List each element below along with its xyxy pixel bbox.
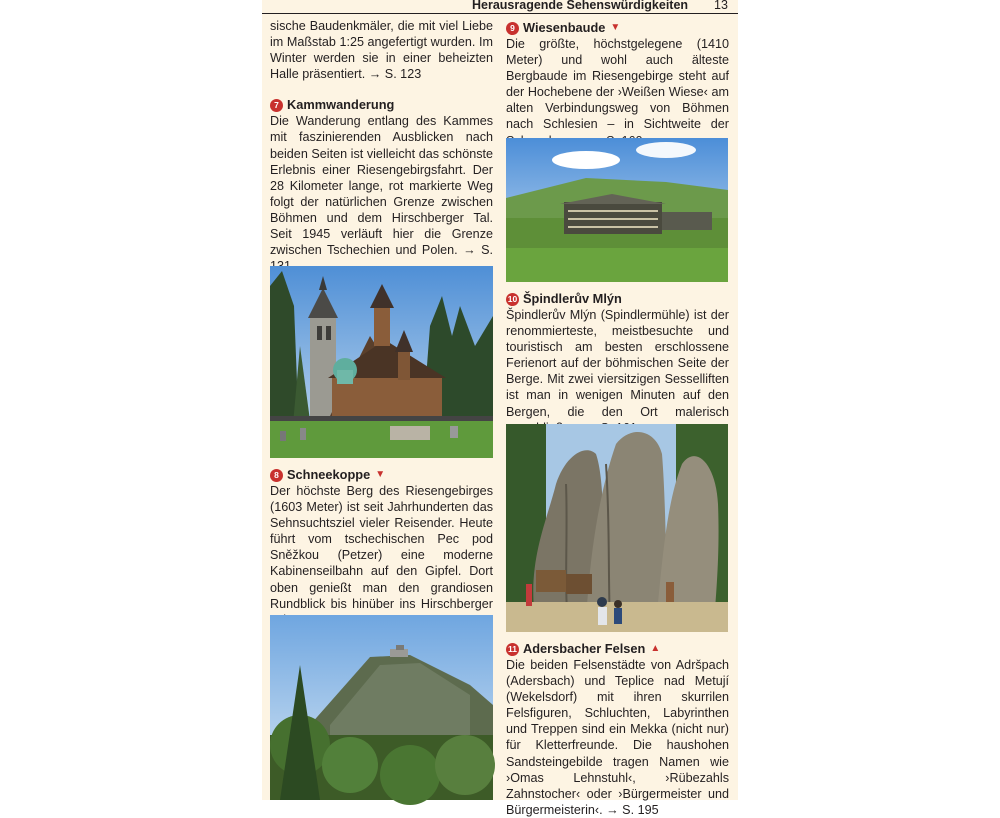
section-schneekoppe-heading bbox=[270, 467, 493, 483]
section-title: Adersbacher Felsen bbox=[523, 641, 646, 656]
section-adersbacher-felsen-body: Die beiden Felsenstädte von Adršpach (Adersbach) und Teplice nad Metují (Wekelsdorf) mit ihren skurrilen Felsfiguren, Schluchten, Labyrinthen und Treppen sind ein Mekka (nicht nur) für Kletterfreunde. Die haushohen Sandsteingebilde tragen Namen wie ›Omas Lehnstuhl‹, ›Rübezahls Zahnstocher‹ oder ›Bürgermeister und Bürgermeisterin‹. → S. 195 bbox=[506, 658, 729, 817]
photo-snow-mountain bbox=[270, 615, 493, 800]
section-title: Kammwanderung bbox=[287, 97, 395, 113]
section-spindleruv-mlyn-body: Špindlerův Mlýn (Spindlermühle) ist der renommierteste, meistbesuchte und touristisch am besten erschlossene Ferienort auf der böhmischen Seite der Berge. Mit zwei viersitzigen Sesselliften ist man in wenigen Minuten auf den Bergen, die den Ort malerisch bbox=[506, 308, 729, 419]
photo-sandstone-rocks bbox=[506, 424, 728, 632]
section-spindleruv-mlyn-heading bbox=[506, 291, 729, 307]
header-title: Herausragende Sehenswürdigkeiten bbox=[472, 0, 689, 12]
right-column bbox=[506, 18, 729, 149]
section-number-badge: 8 bbox=[270, 469, 283, 482]
section-title: Schneekoppe bbox=[287, 467, 371, 482]
triangle-down-icon: ▼ bbox=[610, 22, 621, 33]
section-title: Špindlerův Mlýn bbox=[523, 291, 622, 306]
photo-church-wang bbox=[270, 266, 493, 458]
section-kammwanderung-heading bbox=[270, 97, 493, 113]
right-column-middle bbox=[506, 291, 729, 436]
section-title: Wiesenbaude bbox=[523, 20, 606, 35]
right-column-lower bbox=[506, 641, 729, 818]
page-number: 13 bbox=[714, 0, 728, 12]
header-rule bbox=[262, 13, 738, 14]
section-number-badge: 11 bbox=[508, 644, 517, 654]
section-number-badge: 7 bbox=[270, 99, 283, 112]
section-wiesenbaude-body: Die größte, höchstgelegene (1410 Meter) und wohl auch älteste Bergbaude im Riesengebirge steht auf der Hochebene der ›Weißen Wiese‹ am alten Verbindungsweg von Böhmen nach Schlesien – in Sichtweite der bbox=[506, 37, 729, 132]
photo-mountain-hut bbox=[506, 138, 728, 282]
section-adersbacher-felsen-heading bbox=[506, 641, 729, 657]
left-column bbox=[270, 18, 493, 274]
section-wiesenbaude-heading bbox=[506, 20, 729, 36]
section-number-badge: 10 bbox=[507, 294, 518, 304]
section-kammwanderung-body: Die Wanderung entlang des Kammes mit faszinierenden Ausblicken nach beiden Seiten ist vielleicht das schönste Erlebnis einer Riesengebirgsfahrt. Der 28 Kilometer lange, rot markierte Weg folgt der natürlichen Grenze zwischen Böhmen und dem Hirschberger Tal. Seit 1945 verläuft hier die Grenze zwischen Tschechien und Polen. → S. bbox=[270, 114, 493, 258]
running-header bbox=[262, 0, 738, 14]
section-number-badge: 9 bbox=[506, 22, 519, 35]
triangle-down-icon: ▼ bbox=[375, 469, 386, 480]
intro-paragraph: sische Baudenkmäler, die mit viel Liebe im Maßstab 1:25 angefertigt wurden. Im Winter werden sie in einer beheizten Halle präsentiert. → S. 123 bbox=[270, 19, 493, 82]
triangle-up-icon: ▲ bbox=[650, 643, 661, 654]
section-schneekoppe-body: Der höchste Berg des Riesengebirges (1603 Meter) ist seit Jahrhunderten das Sehnsuchtsziel vieler Reisender. Heute führt vom tschechischen Pec pod Sněžkou (Petzer) eine moderne Kabinenseilbahn auf den Gipfel. Dort oben genießt man den grandiosen Rundblick bis hinüber ins Hirschberger bbox=[270, 484, 493, 611]
left-column-lower bbox=[270, 467, 493, 628]
